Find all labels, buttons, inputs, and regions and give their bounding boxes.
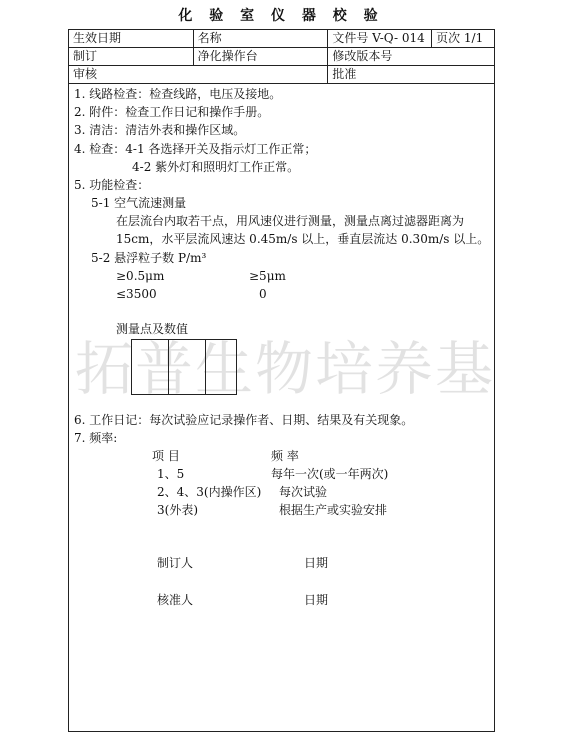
particle-heading: 5-2 悬浮粒子数 P/m³	[91, 251, 207, 265]
name-label: 名称	[193, 30, 328, 48]
approve-date-label: 日期	[304, 593, 329, 607]
header-table	[68, 29, 495, 84]
revision-label: 修改版本号	[328, 48, 495, 66]
draft-date-label: 日期	[304, 556, 329, 570]
inspection-item: 4. 检查：4-1 各选择开关及指示灯工作正常；	[74, 142, 317, 156]
inspection-subitem: 4-2 紫外灯和照明灯工作正常。	[132, 160, 300, 174]
header-row	[69, 48, 495, 66]
particle-size-large: ≥5μm	[249, 269, 286, 283]
airflow-heading: 5-1 空气流速测量	[91, 196, 187, 210]
airflow-text: 在层流台内取若干点，用风速仪进行测量，测量点离过滤器距离为	[116, 214, 465, 228]
drafter-label: 制订人	[157, 556, 194, 570]
document-title: 化 验 室 仪 器 校 验	[178, 8, 384, 24]
attachment-item: 2. 附件：检查工作日记和操作手册。	[74, 105, 270, 119]
instrument-name: 净化操作台	[193, 48, 328, 66]
grid-cell	[206, 340, 236, 394]
watermark: 拓普生物培养基	[75, 335, 496, 403]
drafted-label: 制订	[69, 48, 194, 66]
frequency-item: 7. 频率:	[74, 431, 118, 445]
airflow-text: 15cm，水平层流风速达 0.45m/s 以上，垂直层流达 0.30m/s 以上。	[116, 232, 490, 246]
particle-size-small: ≥0.5μm	[116, 269, 165, 283]
review-label: 审核	[69, 66, 328, 84]
grid-cell	[132, 340, 169, 394]
freq-row-item: 2、4、3(内操作区)	[157, 485, 262, 499]
work-log-item: 6. 工作日记：每次试验应记录操作者、日期、结果及有关现象。	[74, 413, 414, 427]
measurement-grid	[131, 339, 237, 395]
particle-count-small: ≤3500	[116, 287, 157, 301]
freq-header-item: 项 目	[152, 449, 180, 463]
file-number: 文件号 V-Q- 014	[328, 30, 432, 48]
freq-row-frequency: 根据生产或实验安排	[279, 503, 388, 517]
line-check-item: 1. 线路检查：检查线路，电压及接地。	[74, 87, 282, 101]
freq-header-frequency: 频 率	[271, 449, 299, 463]
freq-row-item: 3(外表)	[157, 503, 198, 517]
freq-row-frequency: 每次试验	[279, 485, 328, 499]
effective-date-label: 生效日期	[69, 30, 194, 48]
header-row	[69, 66, 495, 84]
freq-row-item: 1、5	[157, 467, 185, 481]
cleaning-item: 3. 清洁：清洁外表和操作区域。	[74, 123, 246, 137]
approver-label: 核准人	[157, 593, 194, 607]
measurement-label: 测量点及数值	[116, 322, 189, 336]
particle-count-large: 0	[259, 287, 267, 301]
freq-row-frequency: 每年一次(或一年两次)	[271, 467, 389, 481]
function-check-item: 5. 功能检查：	[74, 178, 150, 192]
header-row	[69, 30, 495, 48]
approve-label: 批准	[328, 66, 495, 84]
page-count: 页次 1/1	[432, 30, 495, 48]
grid-cell	[169, 340, 206, 394]
